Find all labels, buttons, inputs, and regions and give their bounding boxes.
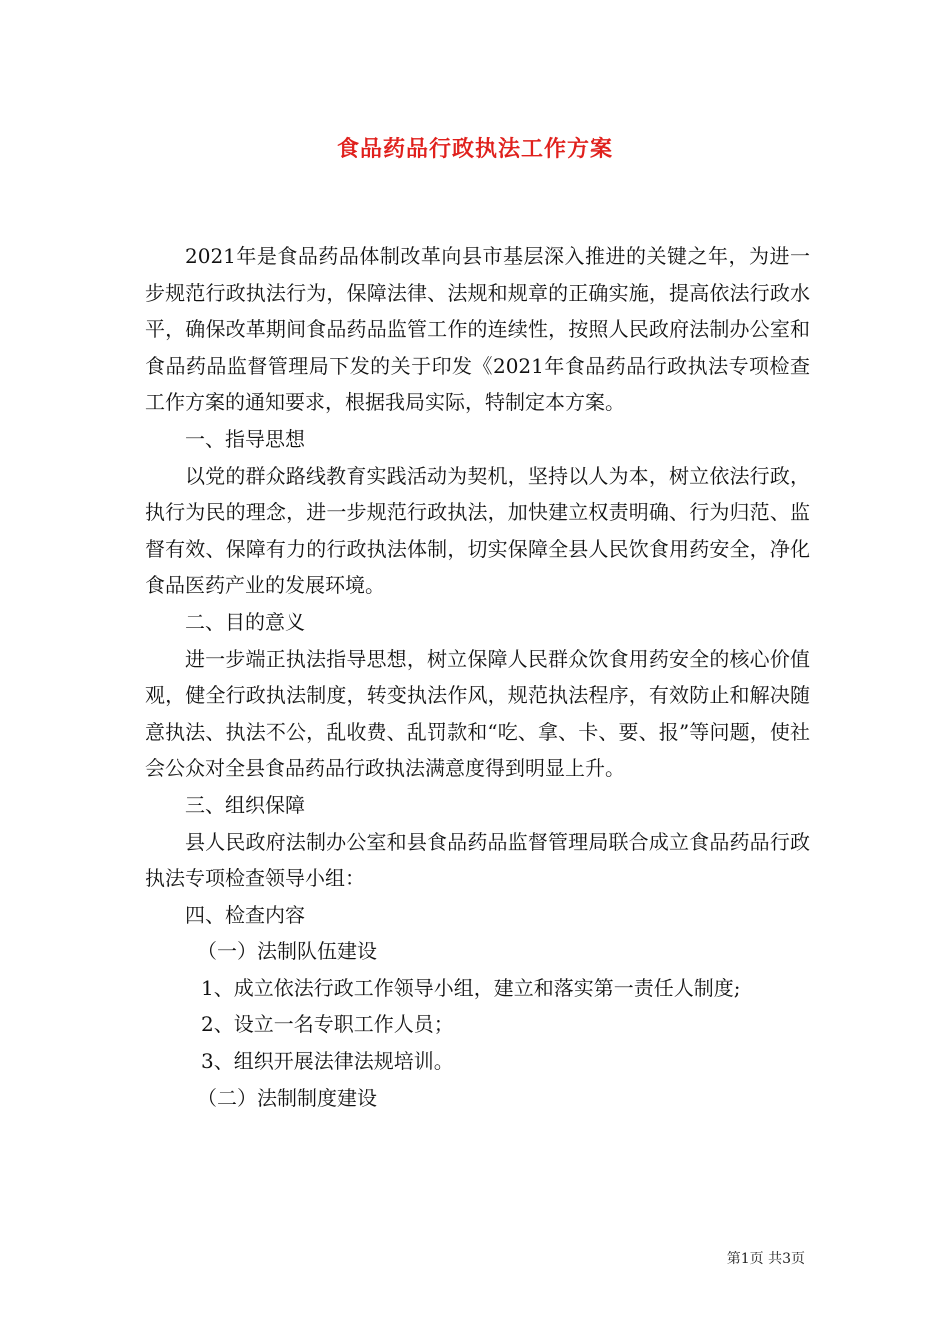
page-middle: 页 共: [749, 1251, 783, 1267]
section-heading-guiding-ideology: 一、指导思想: [185, 426, 305, 451]
guiding-ideology-paragraph: 以党的群众路线教育实践活动为契机，坚持以人为本，树立依法行政，执行为民的理念，进一步规范行政执法，加快建立权责明确、行为归范、监督有效、保障有力的行政执法体制，切实保障全县人民饮食用药安全，净化食品医药产业的发展环境。: [145, 463, 810, 598]
section-heading-inspection-content: 四、检查内容: [185, 902, 305, 927]
purpose-paragraph: 进一步端正执法指导思想，树立保障人民群众饮食用药安全的核心价值观，健全行政执法制度，转变执法作风，规范执法程序，有效防止和解决随意执法、执法不公，乱收费、乱罚款和“吃、拿、卡、要、报”等问题，使社会公众对全县食品药品行政执法满意度得到明显上升。: [145, 646, 810, 781]
page-prefix: 第: [726, 1251, 741, 1267]
page-footer: [727, 1248, 805, 1268]
organization-paragraph: 县人民政府法制办公室和县食品药品监督管理局联合成立食品药品行政执法专项检查领导小组：: [145, 829, 810, 891]
page-suffix: 页: [791, 1251, 805, 1267]
document-body: [145, 238, 810, 1116]
page-number: 1: [740, 1251, 750, 1267]
list-item: 2、设立一名专职工作人员；: [201, 1012, 454, 1037]
section-heading-purpose: 二、目的意义: [185, 609, 305, 634]
list-item: 3、组织开展法律法规培训。: [201, 1049, 454, 1074]
list-item: 1、成立依法行政工作领导小组，建立和落实第一责任人制度;: [201, 975, 741, 1000]
page-total: 3: [782, 1251, 791, 1267]
intro-paragraph: 2021年是食品药品体制改革向县市基层深入推进的关键之年，为进一步规范行政执法行为，保障法律、法规和规章的正确实施，提高依法行政水平，确保改革期间食品药品监管工作的连续性，按照人民政府法制办公室和食品药品监督管理局下发的关于印发《2021年食品药品行政执法专项检查工作方案的通知要求，根据我局实际，特制定本方案。: [145, 244, 810, 415]
subsection-heading-team-building: （一）法制队伍建设: [197, 939, 377, 964]
section-heading-organization: 三、组织保障: [185, 792, 305, 817]
subsection-heading-system-building: （二）法制制度建设: [197, 1085, 377, 1110]
document-title: 食品药品行政执法工作方案: [336, 136, 613, 162]
